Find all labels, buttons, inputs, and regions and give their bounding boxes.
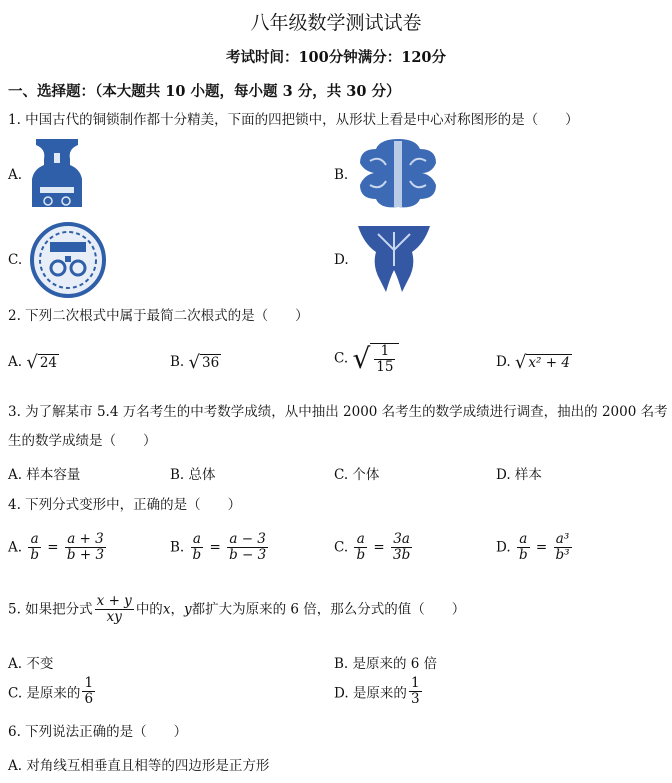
q2-option-b [170, 352, 221, 373]
q5-option-d: D. 是原来的 $\frac{1}{3}$ [334, 675, 420, 707]
q3-option-b: B. 总体 [170, 467, 216, 483]
q2-option-d [496, 352, 572, 373]
section-heading: 一、选择题：（本大题共 10 小题，每小题 3 分，共 30 分） [8, 83, 401, 100]
page-title: 八年级数学测试试卷 [250, 12, 422, 34]
q2-stem: 2. 下列二次根式中属于最简二次根式的是（ ） [8, 308, 309, 324]
q4-option-b: B. $\frac{a}{b}$ = $\frac{a - 3}{b - 3}$ [170, 531, 267, 563]
q6-stem: 6. 下列说法正确的是（ ） [8, 724, 188, 740]
q5-option-a: A. 不变 [8, 656, 54, 672]
exam-info: 考试时间：100分钟满分：120分 [225, 49, 447, 66]
q1-label-b: B. [334, 167, 349, 183]
q3-stem-line1: 3. 为了解某市 5.4 万名考生的中考数学成绩，从中抽出 2000 名考生的数学成绩进行调查，抽出的 2000 名考 [8, 404, 668, 420]
q4-option-d: D. $\frac{a}{b}$ = $\frac{\text{a³}}{\text{b³}}$ [496, 531, 570, 563]
lock-c-image [28, 222, 108, 298]
q2-label-c: C. [334, 350, 349, 367]
q3-stem-line2: 生的数学成绩是（ ） [8, 433, 157, 449]
sqrt-36: √ 36 [188, 352, 220, 373]
q5-option-c: C. 是原来的 $\frac{1}{6}$ [8, 675, 94, 707]
q2-label-b: B. [170, 354, 185, 370]
q6-option-a: A. 对角线互相垂直且相等的四边形是正方形 [8, 758, 270, 774]
q2-option-a [8, 352, 59, 373]
q1-label-a: A. [8, 167, 23, 183]
q1-stem: 1. 中国古代的铜锁制作都十分精美，下面的四把锁中，从形状上看是中心对称图形的是（ ） [8, 112, 579, 128]
lock-b-image [356, 135, 440, 211]
sqrt-1-over-15: √ $\frac{1}{15}$ [352, 342, 399, 375]
q3-option-c: C. 个体 [334, 467, 380, 483]
q5-option-b: B. 是原来的 6 倍 [334, 656, 438, 672]
q1-label-d: D. [334, 252, 349, 268]
sqrt-x2-plus-4: √ x² + 4 [514, 352, 570, 373]
q5-stem: 5. 如果把分式 $\frac{x + y}{xy}$ 中的x，y都扩大为原来的 6 倍，那么分式的值（ ） [8, 593, 466, 625]
q2-label-d: D. [496, 354, 511, 370]
q3-option-a: A. 样本容量 [8, 467, 81, 483]
lock-a-image [28, 135, 86, 215]
q1-label-c: C. [8, 252, 23, 268]
q4-option-c: C. $\frac{a}{b}$ = $\frac{3a}{3b}$ [334, 531, 411, 563]
q2-label-a: A. [8, 354, 23, 370]
q4-stem: 4. 下列分式变形中，正确的是（ ） [8, 497, 242, 513]
q3-option-d: D. 样本 [496, 467, 542, 483]
q2-option-c [334, 342, 399, 375]
sqrt-24: √ 24 [26, 352, 58, 373]
q4-option-a: A. $\frac{a}{b}$ = $\frac{a + 3}{b + 3}$ [8, 531, 105, 563]
lock-d-image [354, 222, 434, 296]
